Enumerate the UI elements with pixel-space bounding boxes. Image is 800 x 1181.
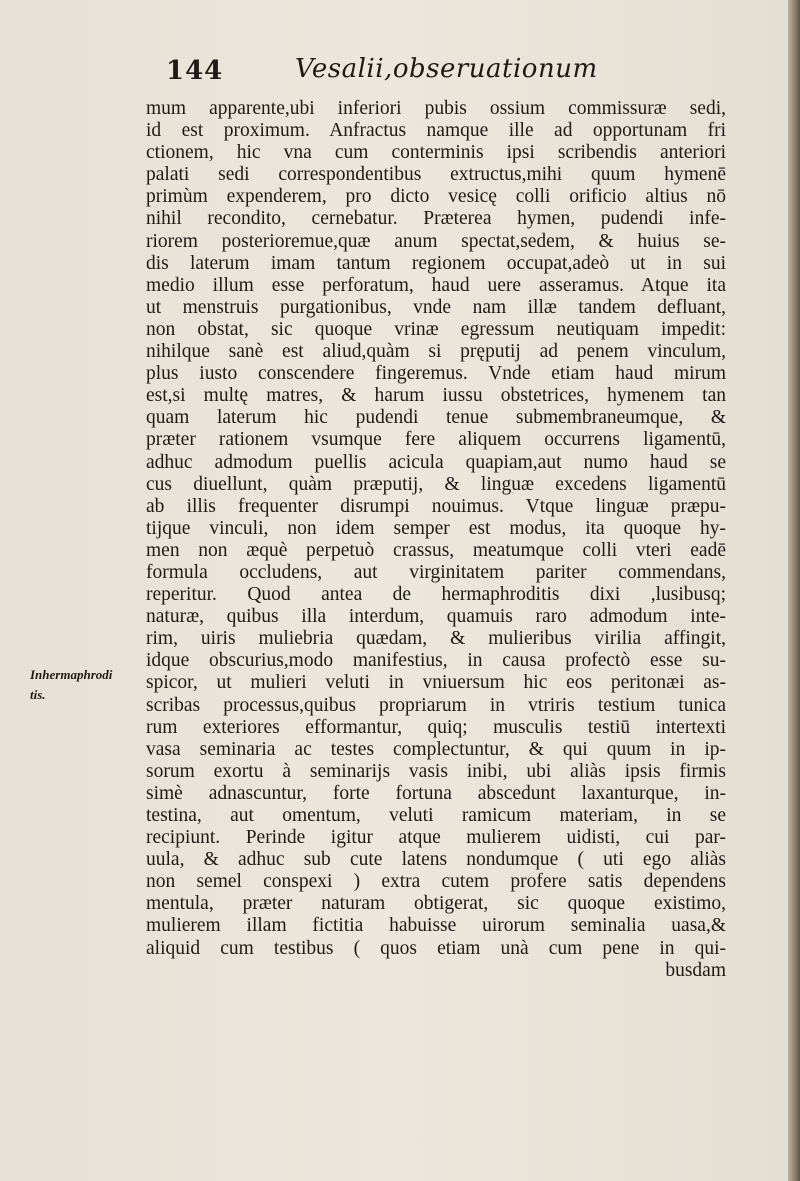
marginal-note-line: Inhermaphrodi <box>30 667 113 682</box>
text-line: busdam <box>665 959 726 981</box>
text-line: aliquid cum testibus ( quos etiam unà cum pene in qui- <box>146 937 726 959</box>
text-line: medio illum esse perforatum, haud uere asseramus. Atque ita <box>146 274 726 296</box>
text-line: vasa seminaria ac testes complectuntur, & qui quum in ip- <box>146 738 726 760</box>
text-line: quam laterum hic pudendi tenue submembraneumque, & <box>146 407 726 429</box>
text-line: non semel conspexi ) extra cutem profere satis dependens <box>146 871 726 893</box>
text-line: tijque vinculi, non idem semper est modus, ita quoque hy- <box>146 517 726 539</box>
text-line: idque obscurius,modo manifestius, in causa profectò esse su- <box>146 650 726 672</box>
text-line: nihilque sanè est aliud,quàm si pręputij ad penem vinculum, <box>146 341 726 363</box>
running-title: Vesalii,obseruationum <box>295 54 598 84</box>
text-line: simè adnascuntur, forte fortuna abscedunt laxanturque, in- <box>146 782 726 804</box>
text-line: est,si multę matres, & harum iussu obstetrices, hymenem tan <box>146 385 726 407</box>
text-line: mum apparente,ubi inferiori pubis ossium commissuræ sedi, <box>146 98 726 119</box>
text-line: mulierem illam fictitia habuisse uirorum seminalia uasa,& <box>146 915 726 937</box>
marginal-note <box>30 665 148 705</box>
text-line: ab illis frequenter disrumpi nouimus. Vtque linguæ præpu- <box>146 495 726 517</box>
marginal-note-line: tis. <box>30 687 46 702</box>
text-line: ctionem, hic vna cum conterminis ipsi scribendis anteriori <box>146 142 726 164</box>
page-edge-shadow <box>788 0 800 1181</box>
text-line: non obstat, sic quoque vrinæ egressum neutiquam impedit: <box>146 318 726 340</box>
text-line: riorem posterioremue,quæ anum spectat,sedem, & huius se- <box>146 230 726 252</box>
text-line: nihil recondito, cernebatur. Præterea hymen, pudendi infe- <box>146 208 726 230</box>
text-line: testina, aut omentum, veluti ramicum materiam, in se <box>146 805 726 826</box>
text-line: id est proximum. Anfractus namque ille ad opportunam fri <box>146 120 726 142</box>
text-line: reperitur. Quod antea de hermaphroditis dixi ,lusibusq; <box>146 584 726 606</box>
text-line: naturæ, quibus illa interdum, quamuis raro admodum inte- <box>146 606 726 628</box>
text-line: primùm expenderem, pro dicto vesicę colli orificio altius nō <box>146 186 726 208</box>
text-line: dis laterum imam tantum regionem occupat,adeò ut in sui <box>146 252 726 274</box>
text-line: sorum exortu à seminarijs vasis inibi, ubi aliàs ipsis firmis <box>146 760 726 782</box>
page-number: 144 <box>166 56 224 86</box>
text-line: adhuc admodum puellis acicula quapiam,aut numo haud se <box>146 451 726 473</box>
text-line: præter rationem vsumque fere aliquem occurrens ligamentū, <box>146 429 726 451</box>
text-line: palati sedi correspondentibus extructus,mihi quum hymenē <box>146 164 726 186</box>
text-line: men non æquè perpetuò crassus, meatumque colli vteri eadē <box>146 539 726 561</box>
text-line: mentula, præter naturam obtigerat, sic quoque existimo, <box>146 893 726 915</box>
running-head <box>150 48 598 88</box>
text-line: plus iusto conscendere fingeremus. Vnde etiam haud mirum <box>146 363 726 385</box>
text-line: cus diuellunt, quàm præputij, & linguæ excedens ligamentū <box>146 473 726 495</box>
text-line: recipiunt. Perinde igitur atque mulierem uidisti, cui par- <box>146 827 726 849</box>
text-line: scribas processus,quibus propriarum in vtriris testium tunica <box>146 694 726 716</box>
text-line: rim, uiris muliebria quædam, & mulieribus virilia affingit, <box>146 628 726 650</box>
body-text <box>146 98 726 982</box>
text-line: rum exteriores efformantur, quiq; musculis testiū intertexti <box>146 716 726 738</box>
text-line: spicor, ut mulieri veluti in vniuersum hic eos peritonæi as- <box>146 672 726 694</box>
text-line: uula, & adhuc sub cute latens nondumque ( uti ego aliàs <box>146 849 726 871</box>
text-line: ut menstruis purgationibus, vnde nam illæ tandem defluant, <box>146 296 726 318</box>
text-line: formula occludens, aut virginitatem pariter commendans, <box>146 561 726 583</box>
